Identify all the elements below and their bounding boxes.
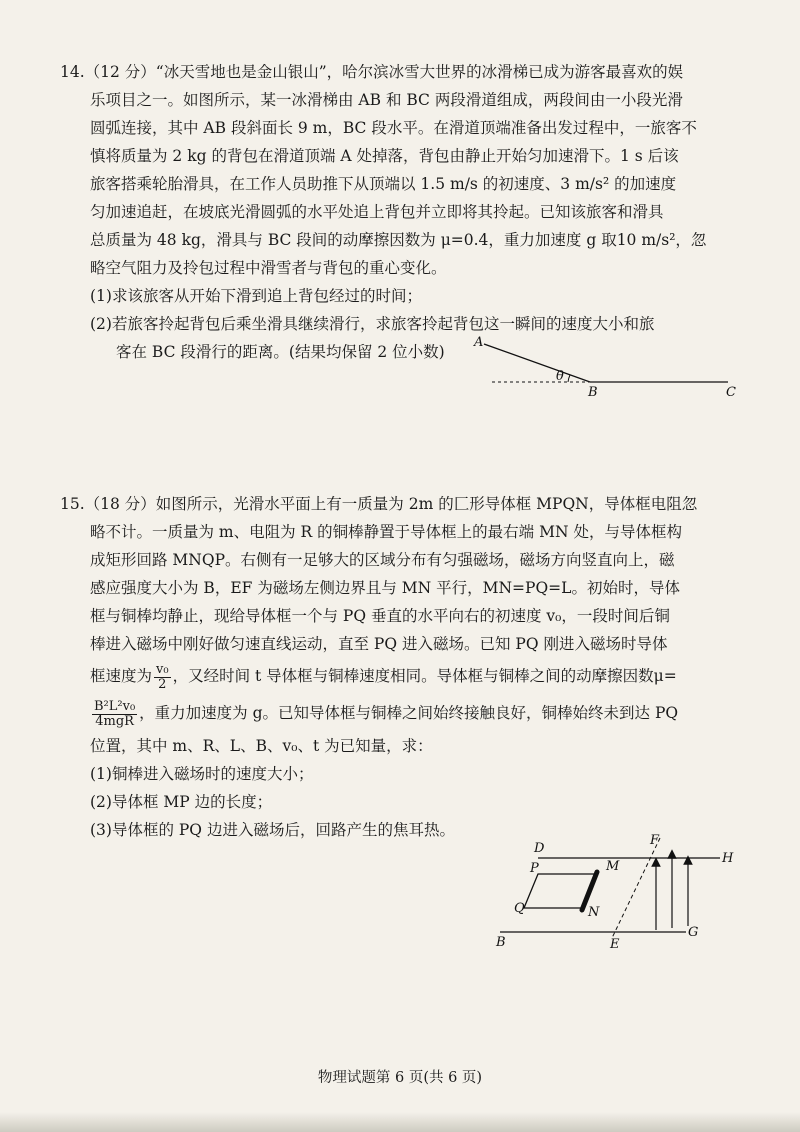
- q15-line-7-pre: 框速度为: [90, 667, 153, 685]
- label-f: F: [650, 833, 660, 848]
- frac1-denominator: 2: [158, 676, 167, 692]
- question-15: [60, 490, 740, 844]
- q15-line-4: 感应强度大小为 B，EF 为磁场左侧边界且与 MN 平行，MN=PQ=L。初始时，导体: [90, 579, 680, 597]
- label-b: B: [588, 385, 598, 400]
- q15-line-8-post: ，重力加速度为 g。已知导体框与铜棒之间始终接触良好，铜棒始终未到达 PQ: [139, 704, 679, 722]
- q15-line-7-post: ，又经时间 t 导体框与铜棒速度相同。导体框与铜棒之间的动摩擦因数μ=: [172, 667, 677, 685]
- q15-line-6: 棒进入磁场中刚好做匀速直线运动，直至 PQ 进入磁场。已知 PQ 刚进入磁场时导体: [90, 635, 668, 653]
- label-theta: θ: [556, 369, 564, 384]
- frac2-denominator: 4mgR: [95, 713, 134, 729]
- boundary-ef: [612, 838, 660, 938]
- frac2-numerator: B²L²v₀: [94, 698, 136, 714]
- page-footer: 物理试题第 6 页(共 6 页): [317, 1070, 483, 1086]
- q15-line-7: [60, 658, 740, 694]
- q15-line-9: 位置，其中 m、R、L、B、v₀、t 为已知量，求：: [90, 737, 433, 755]
- label-h: H: [722, 851, 734, 866]
- q15-sub-3: (3)导体框的 PQ 边进入磁场后，回路产生的焦耳热。: [90, 821, 455, 839]
- label-c: C: [726, 385, 736, 400]
- q14-line-5: 旅客搭乘轮胎滑具，在工作人员助推下从顶端以 1.5 m/s 的初速度、3 m/s² 的加速度: [90, 175, 677, 193]
- label-e: E: [610, 937, 620, 952]
- fraction-v0-over-2: [154, 663, 171, 692]
- q14-line-4: 慎将质量为 2 kg 的背包在滑道顶端 A 处掉落，背包由静止开始匀加速滑下。1 s 后该: [90, 147, 679, 165]
- label-p: P: [530, 861, 539, 876]
- q14-line-6: 匀加速追赶，在坡底光滑圆弧的水平处追上背包并立即将其拎起。已知该旅客和滑具: [90, 203, 664, 221]
- slide-figure: [470, 332, 750, 402]
- q14-line-7: 总质量为 48 kg，滑具与 BC 段间的动摩擦因数为 μ=0.4，重力加速度 g 取10 m/s²，忽: [90, 231, 707, 249]
- magnetic-field-figure: [490, 832, 740, 952]
- q14-line-2: 乐项目之一。如图所示，某一冰滑梯由 AB 和 BC 两段滑道组成，两段间由一小段光滑: [90, 91, 683, 109]
- q15-line-5: 框与铜棒均静止，现给导体框一个与 PQ 垂直的水平向右的初速度 v₀，一段时间后铜: [90, 607, 670, 625]
- q14-sub-2a: (2)若旅客拎起背包后乘坐滑具继续滑行，求旅客拎起背包这一瞬间的速度大小和旅: [90, 315, 655, 333]
- q14-line-8: 略空气阻力及拎包过程中滑雪者与背包的重心变化。: [90, 259, 447, 277]
- q14-sub-2b: 客在 BC 段滑行的距离。(结果均保留 2 位小数): [116, 343, 445, 361]
- label-n: N: [588, 905, 600, 920]
- question-14: [60, 58, 740, 366]
- q15-line-2: 略不计。一质量为 m、电阻为 R 的铜棒静置于导体框上的最右端 MN 处，与导体框构: [90, 523, 682, 541]
- label-g: G: [688, 925, 699, 940]
- q15-sub-1: (1)铜棒进入磁场时的速度大小；: [90, 765, 314, 783]
- q15-line-3: 成矩形回路 MNQP。右侧有一足够大的区域分布有匀强磁场，磁场方向竖直向上，磁: [90, 551, 675, 569]
- q14-sub-1: (1)求该旅客从开始下滑到追上背包经过的时间；: [90, 287, 422, 305]
- label-a: A: [474, 335, 484, 350]
- q14-line-1: 14.（12 分）“冰天雪地也是金山银山”，哈尔滨冰雪大世界的冰滑梯已成为游客最喜欢的娱: [60, 63, 684, 81]
- angle-arc: [568, 375, 570, 382]
- label-d: D: [534, 841, 545, 856]
- scan-shadow: [0, 1112, 800, 1132]
- fraction-friction: [92, 700, 137, 729]
- q14-line-3: 圆弧连接，其中 AB 段斜面长 9 m，BC 段水平。在滑道顶端准备出发过程中，一旅客不: [90, 119, 697, 137]
- label-q: Q: [514, 901, 525, 916]
- q15-line-8: [60, 694, 740, 732]
- q15-sub-2: (2)导体框 MP 边的长度；: [90, 793, 273, 811]
- q15-line-1: 15.（18 分）如图所示，光滑水平面上有一质量为 2m 的匚形导体框 MPQN，导体框电阻忽: [60, 495, 698, 513]
- slope-ab: [484, 344, 590, 382]
- label-m: M: [606, 859, 620, 874]
- frac1-numerator: v₀: [156, 661, 169, 677]
- label-b: B: [496, 935, 506, 950]
